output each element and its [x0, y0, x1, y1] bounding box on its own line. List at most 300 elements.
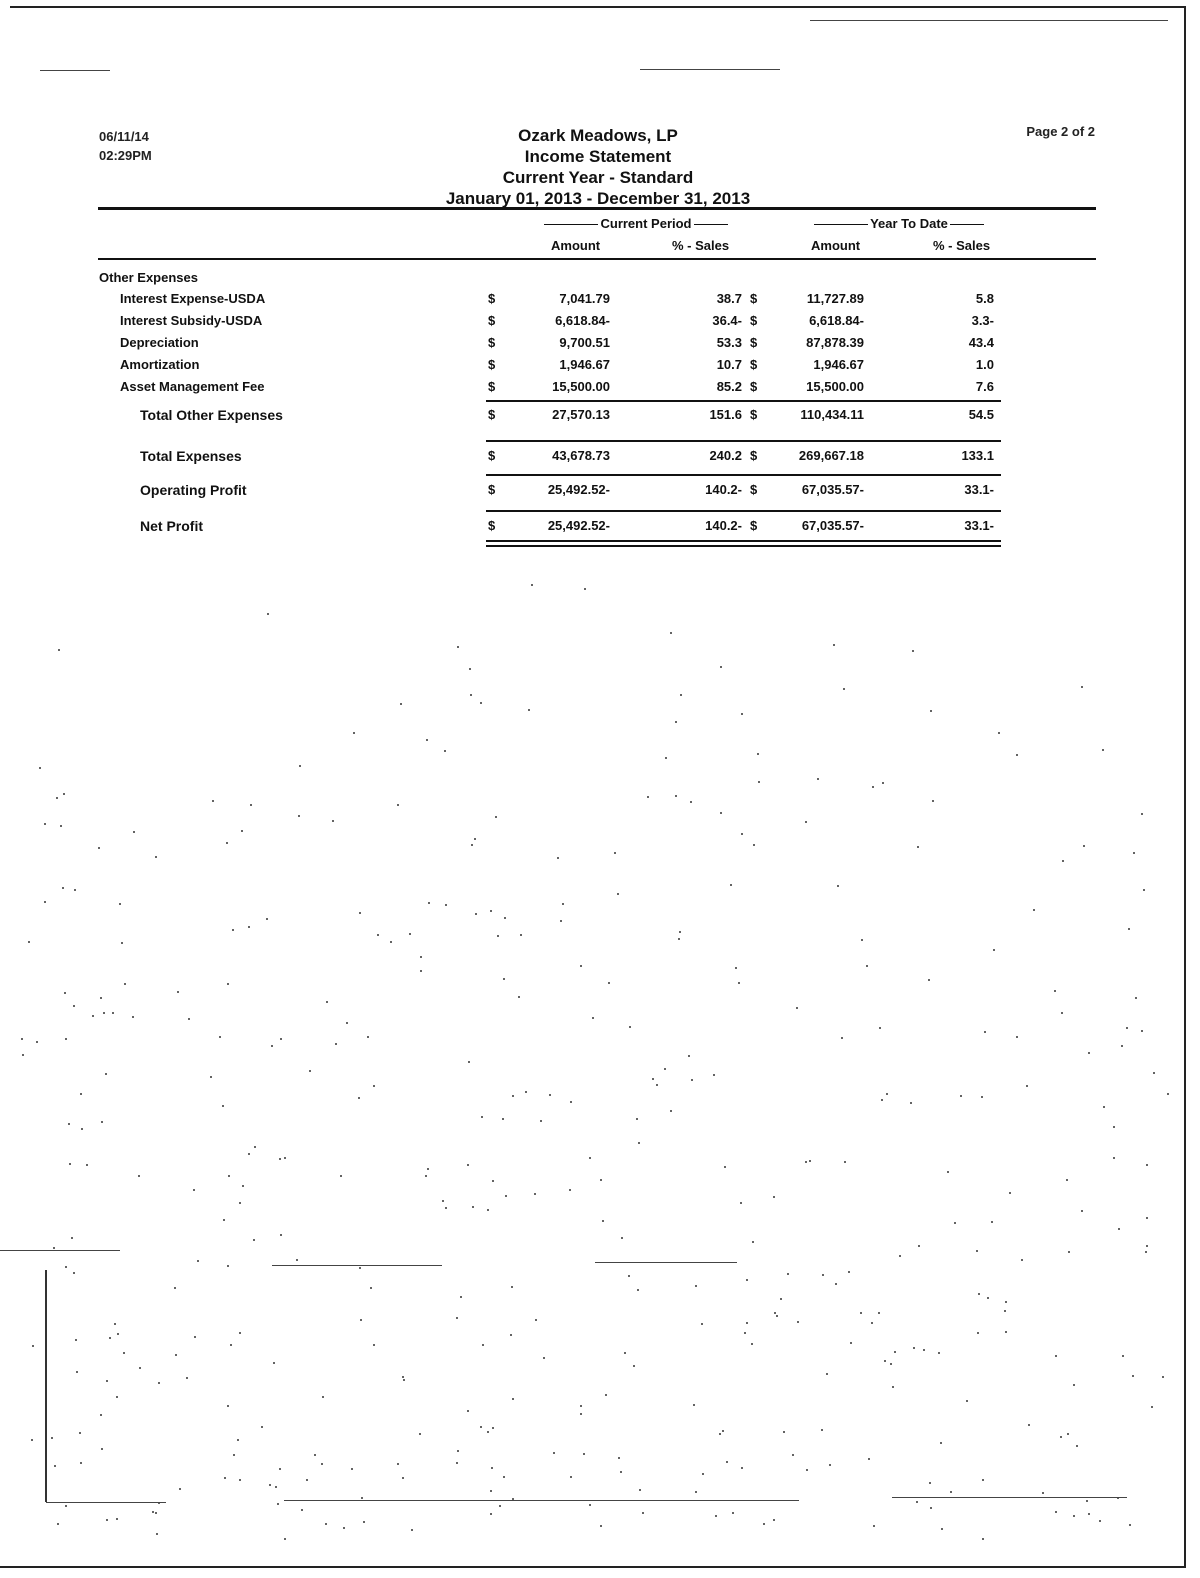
scan-speck: [284, 1538, 286, 1540]
scan-speck: [420, 956, 422, 958]
scan-speck: [116, 1396, 118, 1398]
scan-speck: [266, 918, 268, 920]
grand-total-rule-1: [486, 540, 1001, 542]
report-datetime: [99, 127, 152, 165]
scan-speck: [353, 732, 355, 734]
scan-speck: [340, 1175, 342, 1177]
scan-speck: [701, 1323, 703, 1325]
scan-speck: [44, 901, 46, 903]
scan-speck: [570, 1101, 572, 1103]
scan-speck: [482, 1344, 484, 1346]
total-row: [0, 482, 1200, 504]
column-group-ytd-label: Year To Date: [870, 216, 948, 231]
scan-speck: [358, 1097, 360, 1099]
scan-speck: [1133, 852, 1135, 854]
total-ytd-sign: $: [750, 407, 758, 422]
scan-speck: [487, 1209, 489, 1211]
table-row: [0, 357, 1200, 379]
scan-speck: [817, 778, 819, 780]
scan-speck: [472, 1206, 474, 1208]
scan-speck: [1129, 1524, 1131, 1526]
scan-speck: [719, 1433, 721, 1435]
total-ytd-sign: $: [750, 518, 758, 533]
scan-speck: [984, 1031, 986, 1033]
column-group-ytd: [796, 216, 1002, 231]
scan-speck: [511, 1286, 513, 1288]
row-current-amount: 9,700.51: [559, 335, 610, 350]
scan-speck: [695, 1491, 697, 1493]
report-date: 06/11/14: [99, 129, 149, 144]
scan-speck: [938, 1352, 940, 1354]
row-ytd-pct: 7.6: [975, 379, 994, 394]
report-name: Income Statement: [524, 147, 672, 166]
row-current-amount: 15,500.00: [552, 379, 610, 394]
scan-speck: [680, 694, 682, 696]
scan-speck: [322, 1396, 324, 1398]
scan-speck: [471, 844, 473, 846]
scan-speck: [912, 650, 914, 652]
scan-speck: [1081, 1210, 1083, 1212]
scan-speck: [155, 856, 157, 858]
scan-speck: [757, 753, 759, 755]
scan-speck: [637, 1289, 639, 1291]
scan-speck: [1016, 754, 1018, 756]
total-label: Total Expenses: [140, 448, 242, 464]
scan-speck: [918, 1245, 920, 1247]
row-ytd-amount: 6,618.84-: [809, 313, 864, 328]
scan-speck: [675, 721, 677, 723]
scan-speck: [60, 825, 62, 827]
scan-speck: [540, 1120, 542, 1122]
row-current-pct: 36.4-: [712, 313, 742, 328]
scan-speck: [796, 1007, 798, 1009]
scan-speck: [871, 1322, 873, 1324]
scan-speck: [1062, 860, 1064, 862]
scan-speck: [829, 1464, 831, 1466]
scan-speck: [746, 1322, 748, 1324]
scan-speck: [237, 1439, 239, 1441]
table-row: [0, 313, 1200, 335]
report-basis: Current Year - Standard: [502, 168, 694, 187]
scan-speck: [105, 1073, 107, 1075]
row-current-amount: 1,946.67: [559, 357, 610, 372]
report-title-block: [398, 125, 798, 209]
scan-speck: [910, 1102, 912, 1104]
row-current-sign: $: [488, 291, 496, 306]
scan-speck: [878, 1312, 880, 1314]
scan-speck: [844, 1161, 846, 1163]
scan-speck: [553, 1452, 555, 1454]
scan-speck: [620, 1471, 622, 1473]
scan-speck: [518, 996, 520, 998]
row-ytd-pct: 3.3-: [971, 313, 994, 328]
scan-speck: [250, 804, 252, 806]
subtotal-rule: [486, 510, 1001, 512]
total-ytd-amount: 67,035.57-: [801, 482, 864, 497]
scan-speck: [1061, 1012, 1063, 1014]
scan-speck: [1167, 1093, 1169, 1095]
header-rule: [98, 207, 1096, 210]
scan-speck: [156, 1533, 158, 1535]
scan-speck: [570, 1476, 572, 1478]
scan-speck: [976, 1250, 978, 1252]
scan-speck: [239, 1332, 241, 1334]
total-current-amount: 25,492.52-: [547, 482, 610, 497]
scan-speck: [57, 1523, 59, 1525]
scan-speck: [1118, 1228, 1120, 1230]
scan-speck: [427, 1168, 429, 1170]
row-ytd-sign: $: [750, 357, 758, 372]
scan-speck: [227, 983, 229, 985]
scan-speck: [73, 1272, 75, 1274]
scan-speck: [62, 887, 64, 889]
scan-speck: [941, 1528, 943, 1530]
scan-speck: [822, 1274, 824, 1276]
scan-speck: [780, 1298, 782, 1300]
row-ytd-sign: $: [750, 379, 758, 394]
scan-speck: [720, 812, 722, 814]
column-header-ytd-pct: % - Sales: [933, 238, 991, 253]
scan-speck: [504, 917, 506, 919]
scan-speck: [1060, 1436, 1062, 1438]
scan-speck: [63, 793, 65, 795]
scan-speck: [254, 1146, 256, 1148]
scan-speck: [879, 1027, 881, 1029]
grand-total-rule-2: [486, 545, 1001, 547]
scan-line: [810, 20, 1168, 21]
scan-speck: [928, 979, 930, 981]
scan-speck: [715, 1515, 717, 1517]
scan-line: [40, 70, 110, 71]
scan-speck: [138, 1175, 140, 1177]
scan-speck: [400, 703, 402, 705]
scan-speck: [638, 1142, 640, 1144]
total-current-amount: 43,678.73: [552, 448, 610, 463]
scan-speck: [562, 903, 564, 905]
scan-speck: [787, 1273, 789, 1275]
scan-speck: [1026, 1085, 1028, 1087]
scan-line: [46, 1502, 166, 1503]
scan-speck: [1021, 1259, 1023, 1261]
total-row: [0, 448, 1200, 470]
scan-speck: [730, 884, 732, 886]
total-label: Total Other Expenses: [140, 407, 283, 423]
scan-speck: [621, 1237, 623, 1239]
scan-speck: [301, 1509, 303, 1511]
scan-speck: [445, 1207, 447, 1209]
scan-speck: [359, 1267, 361, 1269]
scan-speck: [618, 1457, 620, 1459]
scan-speck: [549, 1094, 551, 1096]
row-label: Interest Subsidy-USDA: [120, 313, 263, 328]
row-current-sign: $: [488, 335, 496, 350]
total-current-pct: 240.2: [709, 448, 742, 463]
scan-speck: [68, 1123, 70, 1125]
scan-speck: [605, 1394, 607, 1396]
scan-speck: [1102, 749, 1104, 751]
scan-speck: [174, 1287, 176, 1289]
row-current-pct: 10.7: [716, 357, 742, 372]
subtotal-rule: [486, 474, 1001, 476]
total-current-amount: 25,492.52-: [547, 518, 610, 533]
scan-speck: [179, 1488, 181, 1490]
scan-speck: [1122, 1355, 1124, 1357]
scan-speck: [512, 1095, 514, 1097]
scan-speck: [332, 820, 334, 822]
scan-speck: [239, 1479, 241, 1481]
row-ytd-pct: 1.0: [975, 357, 994, 372]
scan-speck: [1162, 1376, 1164, 1378]
scan-speck: [624, 1352, 626, 1354]
scan-speck: [193, 1189, 195, 1191]
scan-speck: [390, 941, 392, 943]
total-ytd-pct: 54.5: [968, 407, 994, 422]
scan-speck: [652, 1078, 654, 1080]
subtotal-rule: [486, 400, 1001, 402]
total-label: Operating Profit: [140, 482, 247, 498]
scan-speck: [535, 1319, 537, 1321]
scan-speck: [92, 1015, 94, 1017]
scan-line: [284, 1500, 799, 1501]
scan-speck: [647, 796, 649, 798]
scan-speck: [124, 983, 126, 985]
scan-speck: [360, 1319, 362, 1321]
scan-speck: [1004, 1310, 1006, 1312]
scan-speck: [309, 1070, 311, 1072]
scan-speck: [861, 939, 863, 941]
scan-speck: [633, 1365, 635, 1367]
total-ytd-sign: $: [750, 448, 758, 463]
scan-speck: [726, 1461, 728, 1463]
scan-speck: [275, 1486, 277, 1488]
scan-speck: [569, 1189, 571, 1191]
scan-speck: [528, 709, 530, 711]
scan-speck: [419, 1433, 421, 1435]
scan-speck: [490, 910, 492, 912]
total-current-sign: $: [488, 518, 496, 533]
column-group-current: [536, 216, 736, 231]
scan-speck: [242, 1185, 244, 1187]
total-current-amount: 27,570.13: [552, 407, 610, 422]
scan-speck: [1055, 1511, 1057, 1513]
scan-line: [45, 1270, 47, 1502]
row-current-sign: $: [488, 357, 496, 372]
scan-speck: [872, 786, 874, 788]
scan-speck: [505, 1195, 507, 1197]
scan-speck: [809, 1160, 811, 1162]
total-current-sign: $: [488, 448, 496, 463]
scan-speck: [940, 1442, 942, 1444]
scan-speck: [361, 1497, 363, 1499]
scan-speck: [186, 1377, 188, 1379]
total-current-sign: $: [488, 482, 496, 497]
scan-speck: [998, 732, 1000, 734]
scan-speck: [228, 1175, 230, 1177]
scan-speck: [954, 1222, 956, 1224]
scan-speck: [881, 1099, 883, 1101]
column-group-current-label: Current Period: [600, 216, 692, 231]
scan-speck: [248, 926, 250, 928]
scan-speck: [64, 992, 66, 994]
scan-speck: [580, 965, 582, 967]
scan-speck: [402, 1477, 404, 1479]
scan-speck: [665, 757, 667, 759]
scan-speck: [28, 941, 30, 943]
scan-speck: [833, 644, 835, 646]
row-current-pct: 38.7: [716, 291, 742, 306]
row-ytd-sign: $: [750, 313, 758, 328]
scan-speck: [76, 1371, 78, 1373]
scan-speck: [1088, 1513, 1090, 1515]
scan-speck: [80, 1462, 82, 1464]
scan-speck: [774, 1312, 776, 1314]
row-current-pct: 53.3: [716, 335, 742, 350]
column-header-ytd-amount: Amount: [811, 238, 861, 253]
scan-speck: [56, 797, 58, 799]
scan-speck: [894, 1351, 896, 1353]
scan-speck: [373, 1085, 375, 1087]
scan-speck: [106, 1519, 108, 1521]
scan-speck: [866, 965, 868, 967]
scan-speck: [702, 1473, 704, 1475]
scan-speck: [299, 765, 301, 767]
scan-speck: [314, 1454, 316, 1456]
scan-speck: [560, 920, 562, 922]
scan-speck: [445, 904, 447, 906]
scan-speck: [1086, 1500, 1088, 1502]
scan-speck: [1068, 1251, 1070, 1253]
scan-speck: [480, 702, 482, 704]
scan-speck: [583, 1453, 585, 1455]
scan-speck: [628, 1275, 630, 1277]
scan-line: [0, 1250, 120, 1251]
scan-speck: [80, 1093, 82, 1095]
scan-speck: [826, 1373, 828, 1375]
scan-speck: [1121, 1045, 1123, 1047]
total-ytd-pct: 33.1-: [964, 518, 994, 533]
scan-speck: [821, 1429, 823, 1431]
scan-speck: [763, 1523, 765, 1525]
scan-speck: [1055, 1355, 1057, 1357]
scan-speck: [296, 1259, 298, 1261]
scan-speck: [1153, 1072, 1155, 1074]
scan-speck: [691, 1079, 693, 1081]
total-ytd-amount: 269,667.18: [798, 448, 864, 463]
total-ytd-amount: 67,035.57-: [801, 518, 864, 533]
scan-speck: [977, 1332, 979, 1334]
scan-speck: [512, 1398, 514, 1400]
row-current-pct: 85.2: [716, 379, 742, 394]
scan-speck: [930, 1507, 932, 1509]
scan-speck: [467, 1410, 469, 1412]
scan-speck: [123, 1352, 125, 1354]
scan-speck: [426, 739, 428, 741]
row-label: Depreciation: [120, 335, 199, 350]
scan-speck: [520, 934, 522, 936]
scan-speck: [273, 1362, 275, 1364]
page-border-right: [1184, 6, 1186, 1568]
scan-speck: [534, 1193, 536, 1195]
scan-speck: [1083, 845, 1085, 847]
scan-speck: [1073, 1515, 1075, 1517]
scan-speck: [873, 1525, 875, 1527]
scan-speck: [22, 1054, 24, 1056]
scan-speck: [580, 1405, 582, 1407]
row-ytd-sign: $: [750, 335, 758, 350]
scan-speck: [525, 1091, 527, 1093]
scan-speck: [837, 885, 839, 887]
scan-speck: [502, 1118, 504, 1120]
scan-speck: [732, 1512, 734, 1514]
scan-speck: [31, 1439, 33, 1441]
scan-speck: [740, 1202, 742, 1204]
total-label: Net Profit: [140, 518, 203, 534]
scan-speck: [267, 613, 269, 615]
scan-speck: [913, 1347, 915, 1349]
scan-speck: [1146, 1245, 1148, 1247]
scan-speck: [36, 1041, 38, 1043]
scan-speck: [481, 1116, 483, 1118]
scan-speck: [773, 1196, 775, 1198]
scan-speck: [848, 1271, 850, 1273]
scan-speck: [402, 1376, 404, 1378]
scan-speck: [1066, 1179, 1068, 1181]
scan-speck: [797, 1321, 799, 1323]
scan-speck: [843, 688, 845, 690]
scan-speck: [456, 1462, 458, 1464]
scan-speck: [101, 1448, 103, 1450]
scan-speck: [298, 815, 300, 817]
scan-speck: [359, 912, 361, 914]
scan-speck: [636, 1118, 638, 1120]
scan-speck: [629, 1026, 631, 1028]
section-label: Other Expenses: [99, 270, 198, 285]
scan-speck: [1033, 909, 1035, 911]
scan-speck: [403, 1379, 405, 1381]
total-row: [0, 518, 1200, 540]
scan-speck: [678, 938, 680, 940]
scan-speck: [280, 1234, 282, 1236]
scan-speck: [982, 1538, 984, 1540]
scan-speck: [1146, 1164, 1148, 1166]
scan-speck: [457, 1450, 459, 1452]
scan-speck: [600, 1179, 602, 1181]
scan-speck: [492, 1180, 494, 1182]
row-ytd-sign: $: [750, 291, 758, 306]
scan-speck: [724, 1166, 726, 1168]
total-ytd-pct: 33.1-: [964, 482, 994, 497]
scan-speck: [428, 902, 430, 904]
scan-speck: [746, 1279, 748, 1281]
scan-speck: [1081, 686, 1083, 688]
scan-speck: [1113, 1157, 1115, 1159]
scan-speck: [841, 1037, 843, 1039]
scan-speck: [109, 1337, 111, 1339]
scan-speck: [79, 1432, 81, 1434]
scan-speck: [950, 1491, 952, 1493]
scan-speck: [73, 1005, 75, 1007]
scan-speck: [119, 903, 121, 905]
scan-speck: [280, 1038, 282, 1040]
scan-speck: [53, 1247, 55, 1249]
scan-speck: [69, 1163, 71, 1165]
scan-speck: [720, 666, 722, 668]
scan-speck: [397, 1463, 399, 1465]
scan-speck: [806, 1469, 808, 1471]
scan-speck: [1099, 1520, 1101, 1522]
row-label: Asset Management Fee: [120, 379, 265, 394]
total-ytd-amount: 110,434.11: [800, 407, 864, 422]
